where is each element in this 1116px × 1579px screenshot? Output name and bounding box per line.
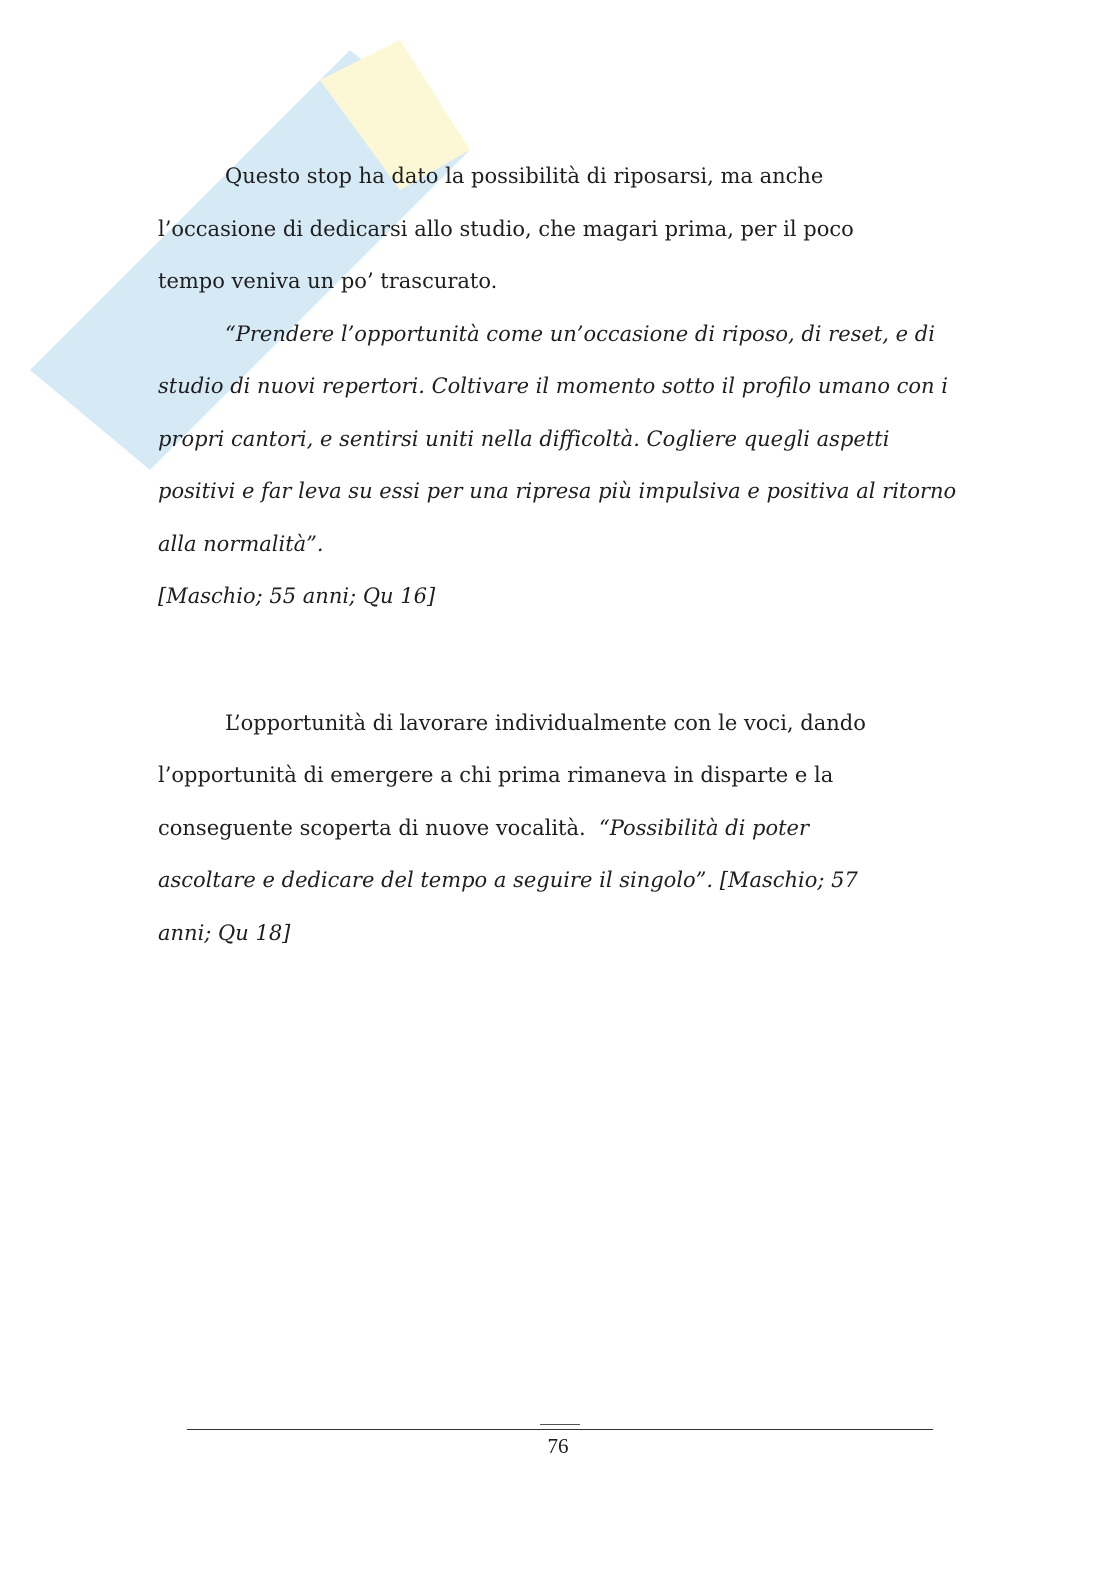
paragraph-1: Questo stop ha dato la possibilità di riposarsi, ma anche l’occasione di dedicarsi allo studio, che magari prima, per il poco tempo veniva un po’ trascurato. (158, 164, 854, 293)
footer-short-rule (540, 1424, 580, 1425)
footer-rule (187, 1429, 933, 1430)
page-body (158, 150, 958, 959)
quote-1 (158, 308, 958, 623)
paragraph-2-text: L’opportunità di lavorare individualmente con le voci, dando l’opportunità di emergere a chi prima rimaneva in disparte e la conseguente scoperta di nuove vocalità. (158, 710, 866, 840)
quote-1-text: “Prendere l’opportunità come un’occasione di riposo, di reset, e di studio di nuovi repertori. Coltivare il momento sotto il profilo umano con i propri cantori, e sentirsi uniti nella difficoltà. Cogliere quegli aspetti positivi e far leva su essi per una ripresa più impulsiva e positiva al ritorno alla normalità”. (158, 321, 957, 556)
page-number: 76 (547, 1434, 569, 1458)
quote-1-citation: [Maschio; 55 anni; Qu 16] (158, 584, 436, 608)
paragraph-spacer (158, 623, 958, 697)
paragraph-2 (158, 697, 878, 960)
quote-2: “Possibilità di poter ascoltare e dedicare del tempo a seguire il singolo”. [Maschio; 57 anni; Qu 18] (158, 815, 858, 945)
